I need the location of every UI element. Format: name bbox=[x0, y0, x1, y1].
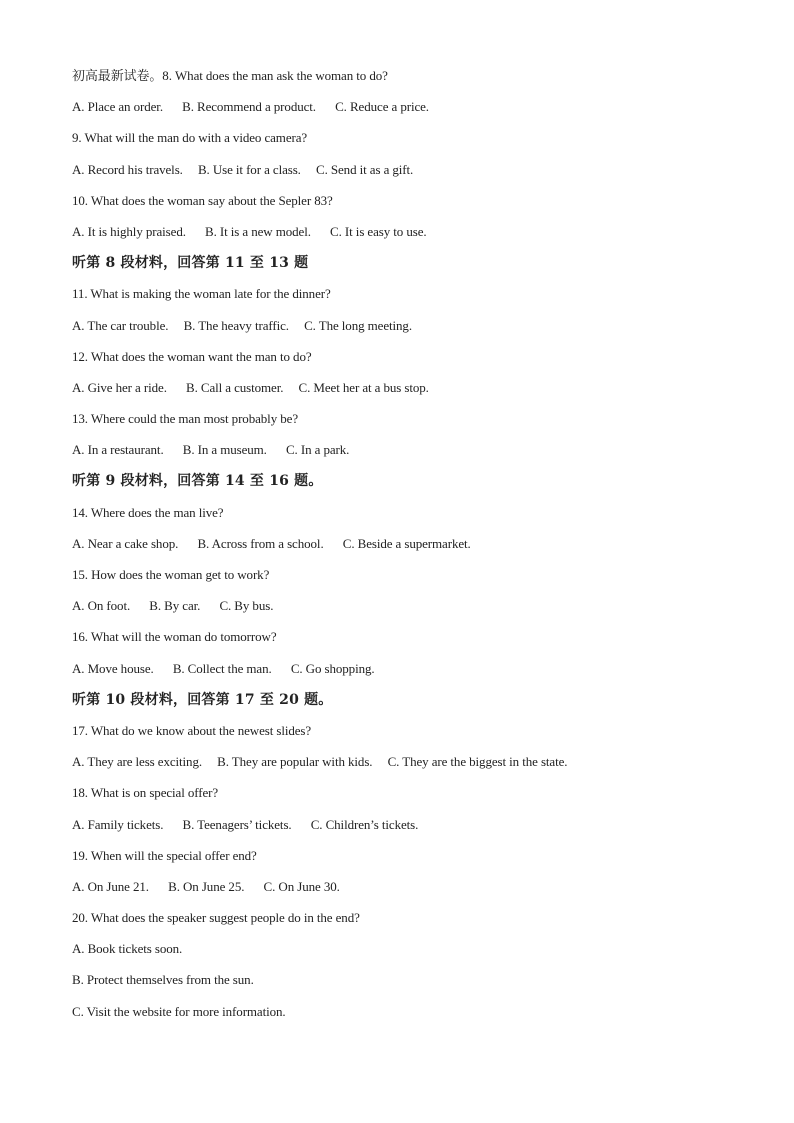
option-a: A. Place an order. bbox=[72, 99, 163, 115]
option-b: B. They are popular with kids. bbox=[217, 754, 373, 770]
option-b: B. It is a new model. bbox=[205, 223, 311, 239]
options-17 bbox=[72, 752, 762, 783]
option-a: A. On foot. bbox=[72, 598, 131, 614]
option-b: B. Recommend a product. bbox=[182, 99, 316, 115]
option-c: C. They are the biggest in the state. bbox=[387, 754, 568, 770]
question-8: 初高最新试卷。8. What does the man ask the woman to do? bbox=[72, 68, 388, 83]
options-12 bbox=[72, 378, 762, 409]
exam-page bbox=[72, 66, 762, 1033]
option-a: A. Move house. bbox=[72, 660, 154, 676]
options-13 bbox=[72, 440, 762, 471]
options-16 bbox=[72, 659, 762, 690]
option-a: A. Give her a ride. bbox=[72, 379, 167, 395]
option-a: A. They are less exciting. bbox=[72, 754, 203, 770]
option-b: B. On June 25. bbox=[168, 878, 245, 894]
option-b: B. Across from a school. bbox=[197, 535, 324, 551]
options-10 bbox=[72, 222, 762, 253]
option-c: C. Beside a supermarket. bbox=[342, 535, 471, 551]
question-9: 9. What will the man do with a video camera? bbox=[72, 130, 308, 146]
question-13: 13. Where could the man most probably be? bbox=[72, 411, 298, 427]
question-20: 20. What does the speaker suggest people do in the end? bbox=[72, 910, 360, 926]
option-c: C. Go shopping. bbox=[290, 660, 375, 676]
option-c: C. Reduce a price. bbox=[335, 99, 429, 115]
option-a: A. It is highly praised. bbox=[72, 223, 186, 239]
options-8 bbox=[72, 97, 762, 128]
option-b: B. By car. bbox=[149, 598, 201, 614]
options-9 bbox=[72, 160, 762, 191]
options-11 bbox=[72, 316, 762, 347]
option-c: C. In a park. bbox=[285, 442, 350, 458]
option-a: A. In a restaurant. bbox=[72, 442, 164, 458]
options-15 bbox=[72, 596, 762, 627]
option-b: B. Teenagers’ tickets. bbox=[182, 816, 292, 832]
option-b: B. The heavy traffic. bbox=[183, 317, 289, 333]
option-c: C. The long meeting. bbox=[304, 317, 412, 333]
question-12: 12. What does the woman want the man to do? bbox=[72, 348, 312, 364]
option-a: A. Book tickets soon. bbox=[72, 941, 183, 957]
options-19 bbox=[72, 877, 762, 908]
option-c: C. Meet her at a bus stop. bbox=[298, 379, 429, 395]
question-17: 17. What do we know about the newest slides? bbox=[72, 722, 312, 738]
option-c: C. Children’s tickets. bbox=[310, 816, 419, 832]
section-heading-8: 听第 8 段材料，回答第 11 至 13 题 bbox=[72, 255, 309, 272]
options-18 bbox=[72, 815, 762, 846]
option-c: C. On June 30. bbox=[263, 878, 340, 894]
section-heading-10: 听第 10 段材料，回答第 17 至 20 题。 bbox=[72, 691, 333, 708]
question-19: 19. When will the special offer end? bbox=[72, 847, 257, 863]
option-a: A. Near a cake shop. bbox=[72, 535, 179, 551]
option-a: A. The car trouble. bbox=[72, 317, 169, 333]
option-b: B. Use it for a class. bbox=[197, 161, 301, 177]
question-11: 11. What is making the woman late for the dinner? bbox=[72, 286, 331, 302]
option-b: B. Call a customer. bbox=[186, 379, 284, 395]
option-a: A. Record his travels. bbox=[72, 161, 183, 177]
option-b: B. In a museum. bbox=[182, 442, 267, 458]
question-18: 18. What is on special offer? bbox=[72, 785, 219, 801]
options-14 bbox=[72, 534, 762, 565]
question-15: 15. How does the woman get to work? bbox=[72, 567, 270, 582]
option-a: A. Family tickets. bbox=[72, 816, 164, 832]
option-c: C. By bus. bbox=[219, 598, 274, 614]
option-a: A. On June 21. bbox=[72, 878, 149, 894]
option-b: B. Protect themselves from the sun. bbox=[72, 972, 254, 988]
question-10: 10. What does the woman say about the Sepler 83? bbox=[72, 192, 333, 208]
option-b: B. Collect the man. bbox=[172, 660, 272, 676]
question-14: 14. Where does the man live? bbox=[72, 504, 224, 520]
option-c: C. Visit the website for more information. bbox=[72, 1003, 286, 1019]
question-16: 16. What will the woman do tomorrow? bbox=[72, 629, 277, 645]
section-heading-9: 听第 9 段材料，回答第 14 至 16 题。 bbox=[72, 473, 323, 490]
option-c: C. Send it as a gift. bbox=[316, 161, 414, 177]
option-c: C. It is easy to use. bbox=[330, 223, 427, 239]
